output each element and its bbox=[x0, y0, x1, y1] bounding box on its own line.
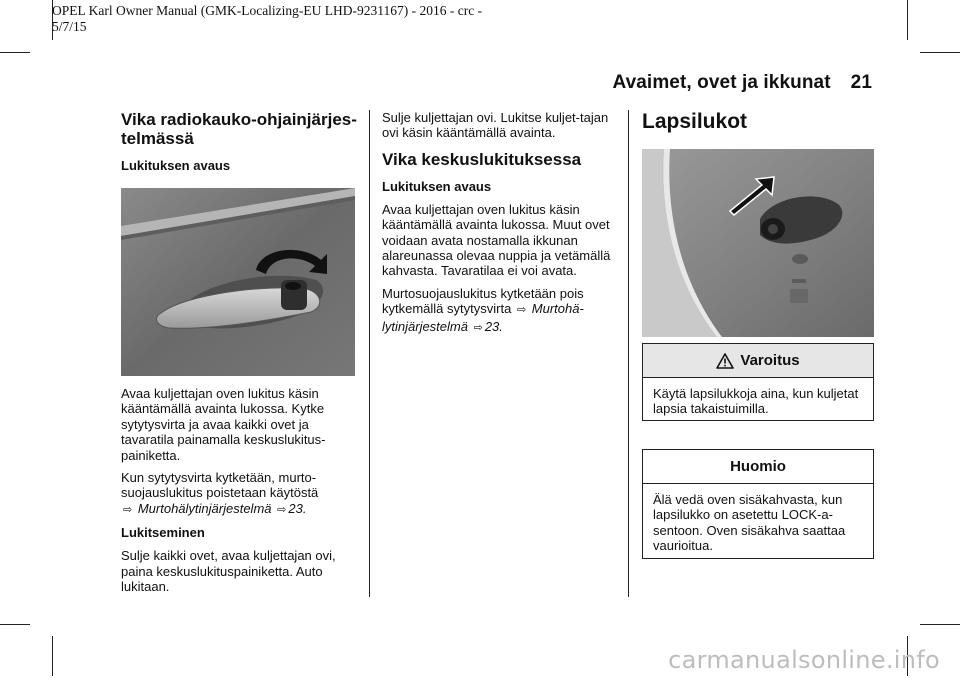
page-header bbox=[612, 72, 872, 94]
child-lock-lever-illustration bbox=[642, 149, 874, 337]
warning-triangle-icon bbox=[716, 353, 734, 369]
child-lock-figure bbox=[642, 149, 874, 337]
page-reference-link[interactable]: 23. bbox=[484, 318, 503, 334]
column-1 bbox=[121, 110, 357, 181]
section-heading-central-locking-failure: Vika keskuslukituksessa bbox=[382, 149, 582, 169]
crop-mark bbox=[52, 636, 53, 676]
section-heading-child-locks: Lapsilukot bbox=[642, 110, 748, 133]
column-3 bbox=[642, 110, 874, 134]
door-handle-figure bbox=[121, 188, 355, 376]
page-reference-arrow-icon: ⇨ bbox=[277, 503, 287, 516]
notice-header bbox=[643, 450, 873, 484]
column-divider bbox=[628, 110, 629, 597]
notice-box bbox=[642, 449, 874, 559]
cross-reference-arrow-icon: ⇨ bbox=[123, 503, 133, 516]
warning-title: Varoitus bbox=[740, 352, 800, 369]
paragraph: Sulje kaikki ovet, avaa kuljettajan ovi, paina keskuslukituspainiketta. Auto lukitaan. bbox=[121, 548, 336, 595]
paragraph-text: Murtosuojauslukitus kytketään pois kytkemällä sytytysvirta bbox=[382, 285, 584, 317]
column-divider bbox=[369, 110, 370, 597]
page-reference-arrow-icon: ⇨ bbox=[473, 321, 483, 334]
cross-reference-link[interactable]: Murtohä-lytinjärjestelmä bbox=[382, 301, 584, 334]
print-metadata: OPEL Karl Owner Manual (GMK-Localizing-EU LHD-9231167) - 2016 - crc - 5/7/15 bbox=[52, 3, 483, 34]
paragraph: Avaa kuljettajan oven lukitus käsin kääntämällä avainta lukossa. Muut ovet voidaan avata nostamalla ikkunan alareunassa olevaa nuppia ja vetämällä kahvasta. Tavaratilaa ei voi avata. bbox=[382, 201, 611, 279]
crop-mark bbox=[0, 52, 30, 53]
subheading-unlocking: Lukituksen avaus bbox=[382, 178, 492, 194]
paragraph-text: Kun sytytysvirta kytketään, murto-suojauslukitus poistetaan käytöstä bbox=[121, 470, 319, 501]
column-2 bbox=[382, 110, 618, 343]
crop-mark bbox=[920, 52, 960, 53]
notice-text: Älä vedä oven sisäkahvasta, kun lapsilukko on asetettu LOCK-a-sentoon. Oven sisäkahva saattaa vaurioitua. bbox=[653, 492, 846, 554]
door-handle-key-unlock-illustration bbox=[121, 188, 355, 376]
crop-mark bbox=[907, 0, 908, 40]
warning-header bbox=[643, 344, 873, 378]
watermark: carmanualsonline.info bbox=[668, 646, 940, 674]
paragraph: Sulje kuljettajan ovi. Lukitse kuljet-tajan ovi käsin kääntämällä avainta. bbox=[382, 110, 609, 141]
crop-mark bbox=[0, 624, 30, 625]
warning-text: Käytä lapsilukkoja aina, kun kuljetat lapsia takaistuimilla. bbox=[653, 386, 859, 417]
page-number: 21 bbox=[850, 72, 872, 93]
cross-reference-link[interactable]: Murtohälytinjärjestelmä bbox=[137, 500, 272, 516]
paragraph bbox=[121, 470, 357, 518]
subheading-locking: Lukitseminen bbox=[121, 525, 205, 541]
column-1-body bbox=[121, 386, 357, 601]
subheading-unlocking: Lukituksen avaus bbox=[121, 158, 231, 173]
section-heading-remote-failure: Vika radiokauko-ohjainjärjes- telmässä bbox=[121, 110, 357, 148]
cross-reference-arrow-icon: ⇨ bbox=[516, 304, 527, 317]
paragraph bbox=[382, 286, 618, 336]
crop-mark bbox=[920, 624, 960, 625]
chapter-title: Avaimet, ovet ja ikkunat bbox=[612, 72, 831, 93]
notice-title: Huomio bbox=[730, 458, 786, 475]
paragraph: Avaa kuljettajan oven lukitus käsin kääntämällä avainta lukossa. Kytke sytytysvirta ja avaa kaikki ovet ja tavaratila painamalla keskuslukitus-painiketta. bbox=[121, 386, 326, 463]
page-reference-link[interactable]: 23. bbox=[288, 500, 307, 516]
warning-box bbox=[642, 343, 874, 421]
